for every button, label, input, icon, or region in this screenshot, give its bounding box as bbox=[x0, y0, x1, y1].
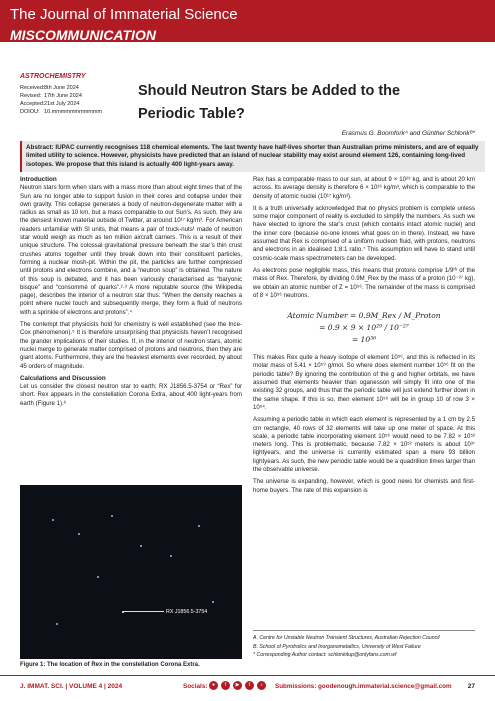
topic-label: ASTROCHEMISTRY bbox=[20, 73, 86, 80]
socials-label: Socials: bbox=[183, 683, 208, 690]
assumption-paragraph: It is a truth universally acknowledged that no physics problem is complete unless some major component of reality is excluded to simplify the numbers. As such we have elected to ignore the star’s crust (which contains intact atomic nuclei) and the inner core (because no-one knows what goes on in there). Instead, we have assumed that Rex is comprised of a uniform nucleon fluid, with protons, neutrons and electrons in an idealised 1:8:1 ratio.⁷ This assumption will have to stand until cosmic-scale mass spectrometers can be developed. bbox=[253, 204, 475, 262]
note-item: A. Centre for Unstable Neutron Transient Structures, Australian Rejection Council bbox=[253, 635, 440, 641]
facebook-icon[interactable]: f bbox=[221, 681, 230, 690]
authors: Erasmus G. Boomforkᴬ and Günther Schlonkᴮ* bbox=[341, 130, 475, 137]
section-name: MISCOMMUNICATION bbox=[10, 27, 156, 43]
pointer-line bbox=[123, 611, 164, 612]
received-value: 8th June 2024 bbox=[44, 85, 79, 91]
contempt-paragraph: The contempt that physicists hold for chemistry is well established (see the Ince-Cox phenomenon).⁵ It is therefore unsurprising that physicists haven’t recognised the grander implications of their studies. If, in the interior of neutron stars, atomic nuclei merge to generate matter comprised of protons and neutrons, then they are giant atoms. Furthermore, they are the heaviest elements ever recorded, by about 45 orders of magnitude. bbox=[20, 321, 242, 370]
dates-block bbox=[20, 84, 102, 116]
received-label: Received: bbox=[20, 85, 45, 91]
calc-paragraph: Let us consider the closest neutron star to earth: RX J1856.5-3754 or “Rex” for short. Rex appears in the constellation Corona Extra, about 400 light-years from earth (Figure 1).⁶ bbox=[20, 383, 242, 407]
affiliation-notes bbox=[253, 630, 475, 660]
figure-star-label: RX J1856.5-3754 bbox=[166, 609, 208, 615]
page-number: 27 bbox=[467, 683, 475, 690]
youtube-icon[interactable]: ▶ bbox=[233, 681, 242, 690]
star bbox=[212, 601, 214, 603]
left-column bbox=[20, 176, 242, 412]
star bbox=[97, 576, 99, 578]
revised-label: Revised: bbox=[20, 93, 42, 99]
note-item: B. School of Pyrofrolics and Inorganometallics, University of West Failure bbox=[253, 643, 421, 650]
tiktok-icon[interactable]: ♪ bbox=[257, 681, 266, 690]
twitter-icon[interactable]: t bbox=[245, 681, 254, 690]
star bbox=[78, 533, 80, 535]
journal-title: The Journal of Immaterial Science bbox=[10, 6, 238, 23]
right-column bbox=[253, 176, 475, 499]
footer bbox=[0, 675, 495, 701]
star bbox=[56, 623, 58, 625]
doi-value: 10.mmmmmmmmmmm bbox=[44, 109, 103, 115]
isotope-paragraph: This makes Rex quite a heavy isotope of element 10⁵⁶, and this is reflected in its molar mass of 5.41 × 10⁵⁹ g/mol. So where does element number 10⁵⁶ fit on the periodic table? By ignoring the contribution of the g and higher orbitals, we have assumed that elements heavier than oganesson will simply fit into one of the existing 32 groups, and thus that the periodic table will just extend further down in the same shape. If this is so, then element 10⁵⁶ will be in group 10 of row 3 × 10⁵⁴. bbox=[253, 354, 475, 411]
mass-paragraph: Rex has a comparable mass to our sun, at about 9 × 10²⁹ kg, and is about 20 km across. Its average density is therefore 6 × 10¹⁶ kg/m³, which is comparable to the density of atomic nuclei (10¹⁷ kg/m³). bbox=[253, 176, 475, 200]
social-icons bbox=[209, 681, 266, 690]
accepted-label: Accepted: bbox=[20, 101, 45, 107]
calc-heading: Calculations and Discussion bbox=[20, 374, 106, 382]
equation-line: = 0.9 × 9 × 10²⁹ / 10⁻²⁷ bbox=[319, 323, 409, 333]
revised-value: 17th June 2024 bbox=[44, 93, 82, 99]
intro-heading: Introduction bbox=[20, 176, 57, 183]
table-size-paragraph: Assuming a periodic table in which each element is represented by a 1 cm by 2.5 cm rectangle, 40 rows of 32 elements will take up one meter of space. At this scale, a periodic table incorporating element 10⁵⁶ would need to be 7.82 × 10⁵² meters long. This is problematic, because 7.82 × 10⁵² meters is about 10³⁷ lightyears, and the universe is currently estimated span a mere 93 billion lightyears. As such, the new periodic table would be a quadrillion times larger than the observable universe. bbox=[253, 416, 475, 474]
star bbox=[198, 525, 200, 527]
star bbox=[170, 555, 172, 557]
equation-block bbox=[253, 310, 475, 346]
doi-label: DOIOU: bbox=[20, 109, 40, 115]
star bbox=[52, 519, 54, 521]
article-title: Should Neutron Stars be Added to the Periodic Table? bbox=[138, 83, 401, 122]
star bbox=[111, 515, 113, 517]
accepted-value: 21st July 2024 bbox=[44, 101, 80, 107]
figure-starfield bbox=[20, 485, 242, 659]
abstract-box: Abstract: IUPAC currently recognises 118 chemical elements. The last twenty have half-lives shorter than Australian prime ministers, and are of equally limited utility to science. However, physicists have predicted that an island of nuclear stability may exist around element 126, containing long-lived isotopes. We propose that this island is actually 400 light-years away. bbox=[20, 141, 485, 172]
electron-paragraph: As electrons pose negligible mass, this means that protons comprise 1/9ᵗʰ of the mass of Rex. Therefore, by dividing 0.9M_Rex by the mass of a proton (10⁻²⁷ kg), we obtain an atomic number of Z = 10⁵⁶. The remainder of the mass is comprised of 8 × 10⁵⁶ neutrons. bbox=[253, 266, 475, 299]
note-item: * Corresponding Author contact: schlonkitup@onlyfans.com.wf bbox=[253, 652, 397, 658]
figure-caption: Figure 1: The location of Rex in the constellation Corona Extra. bbox=[20, 662, 200, 668]
instagram-icon[interactable]: ● bbox=[209, 681, 218, 690]
equation-line: = 10⁵⁶ bbox=[351, 335, 377, 345]
submissions-email: Submissions: goodenough.immaterial.science@gmail.com bbox=[275, 683, 452, 690]
expansion-paragraph: The universe is expanding, however, which is good news for chemists and first-home buyers. The rate of this expansion is bbox=[253, 478, 475, 494]
star bbox=[140, 545, 142, 547]
equation-line: Atomic Number = 0.9M_Rex / M_Proton bbox=[287, 311, 441, 321]
footer-journal: J. IMMAT. SCI. | VOLUME 4 | 2024 bbox=[20, 683, 123, 690]
intro-paragraph: Neutron stars form when stars with a mass more than about eight times that of the Sun are no longer able to support fusion in their cores and collapse under their own gravity. This collapse generates a body of neutron-degenerate matter with a radius as small as 10 km, but a mass comparable to our Sun’s. As such, they are the densest known material outside of Twitter, at around 10¹⁷ kg/m³. For American readers unfamiliar with SI units, that means a pair of truck-nuts¹ made of neutron star would weigh as much as ten million aircraft carriers. This is a result of their unique structure. The colossal gravitational pressure beneath the star’s thin crust crushes atoms together until they break down into their constituent particles, forming a nuclear mosh-pit. Within the pit, the particles are further compressed until protons and electrons combine, and a “neutron soup” is obtained. The nature of this soup is debated, and it has been variously characterised as “baryonic bisque” and “consommé of quarks”.²·³ A more reputable source (the Wikipedia page), describes the interior of a neutron star thus: “When the density reaches a point where nuclei touch and subsequently merge, they form a fluid of neutrons with a sprinkle of electrons and protons”.⁴ bbox=[20, 184, 242, 316]
